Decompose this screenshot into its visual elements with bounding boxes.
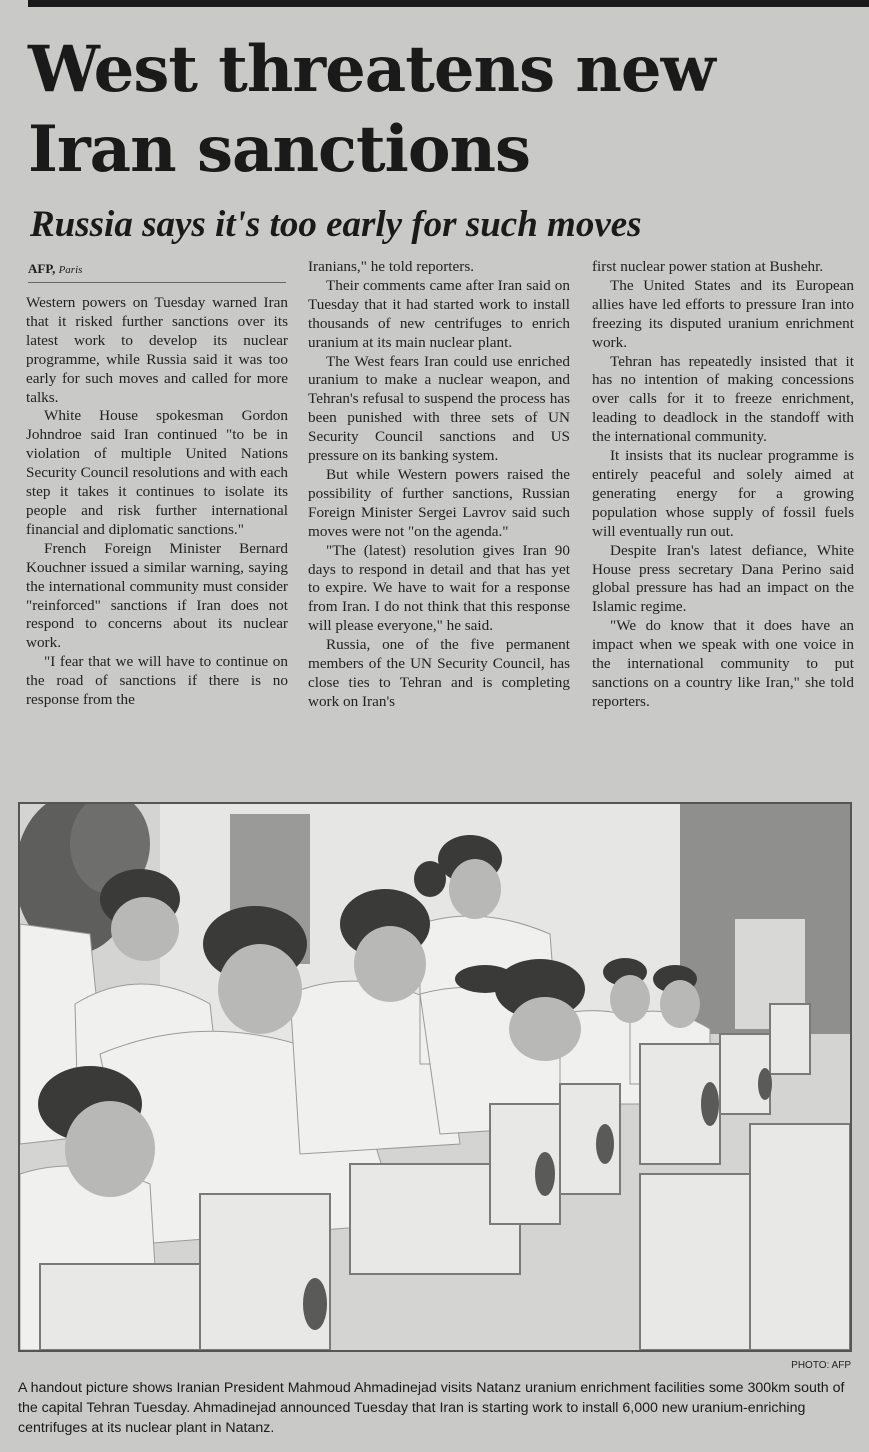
paragraph: Despite Iran's latest defiance, White House press secretary Dana Perino said global pressure has had an impact on the Islamic regime.: [592, 541, 854, 616]
top-rule: [28, 0, 869, 7]
article-column-2: [308, 258, 570, 712]
byline-agency: AFP,: [28, 261, 56, 276]
article-column-3: [592, 258, 854, 712]
subheadline: Russia says it's too early for such moves: [30, 204, 642, 245]
headline: West threatens new Iran sanctions: [28, 32, 715, 187]
paragraph: Russia, one of the five permanent members of the UN Security Council, has close ties to Tehran and is completing work on Iran's: [308, 636, 570, 710]
photo-illustration: [20, 804, 850, 1350]
photo-credit: PHOTO: AFP: [791, 1360, 851, 1371]
paragraph: "We do know that it does have an impact when we speak with one voice in the international community to put sanctions on a country like Iran," she told reporters.: [592, 617, 854, 710]
paragraph: French Foreign Minister Bernard Kouchner issued a similar warning, saying the international community must consider "reinforced" sanctions if Iran does not respond to concerns about its nuclear work.: [26, 539, 288, 652]
paragraph: "I fear that we will have to continue on the road of sanctions if there is no response from the: [26, 653, 288, 709]
byline-city: Paris: [58, 264, 83, 276]
paragraph: Iranians," he told reporters.: [308, 258, 475, 275]
paragraph: Their comments came after Iran said on Tuesday that it had started work to install thousands of new centrifuges to enrich uranium at its main nuclear plant.: [308, 276, 570, 351]
paragraph: The West fears Iran could use enriched uranium to make a nuclear weapon, and Tehran's refusal to suspend the process has been punished with three sets of UN Security Council sanctions and US pressure on its banking system.: [308, 352, 570, 465]
paragraph: But while Western powers raised the possibility of further sanctions, Russian Foreign Minister Sergei Lavrov said such moves were not "on the agenda.": [308, 465, 570, 540]
paragraph: "The (latest) resolution gives Iran 90 days to respond in detail and that has yet to expire. We have to wait for a response from Iran. I do not think that this response will please everyone," he said.: [308, 541, 570, 635]
article-column-1: [26, 294, 288, 710]
paragraph: It insists that its nuclear programme is entirely peaceful and solely aimed at generating energy for a growing population whose supply of fossil fuels will eventually run out.: [592, 447, 854, 540]
paragraph: Western powers on Tuesday warned Iran that it risked further sanctions over its latest work to develop its nuclear programme, while Russia said it was too early for such moves and called for more talks.: [26, 294, 288, 406]
paragraph: Tehran has repeatedly insisted that it has no intention of making concessions over calls for it to freeze enrichment, leading to deadlock in the standoff with the international community.: [592, 352, 854, 446]
paragraph: White House spokesman Gordon Johndroe said Iran continued "to be in violation of multiple United Nations Security Council resolutions and with each step it takes it continues to isolate its people and risk further international financial and diplomatic sanctions.": [26, 407, 288, 538]
byline: [28, 260, 286, 283]
photo-caption: A handout picture shows Iranian President Mahmoud Ahmadinejad visits Natanz uranium enrichment facilities some 300km south of the capital Tehran Tuesday. Ahmadinejad announced Tuesday that Iran is starting work to install 6,000 new uranium-enriching centrifuges at its nuclear plant in Natanz.: [18, 1380, 845, 1436]
news-photo: [18, 802, 852, 1352]
paragraph: The United States and its European allies have led efforts to pressure Iran into freezing its disputed uranium enrichment work.: [592, 276, 854, 351]
paragraph: first nuclear power station at Bushehr.: [592, 258, 824, 275]
